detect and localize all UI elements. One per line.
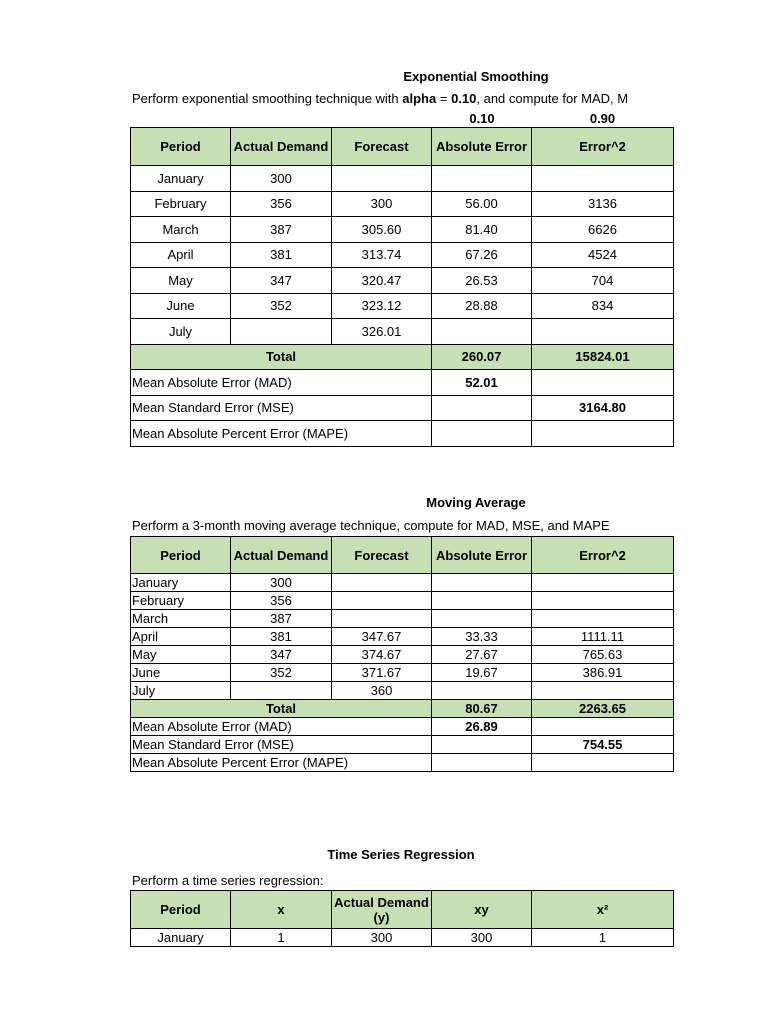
forecast-cell: 313.74 [332, 242, 432, 268]
regression-title: Time Series Regression [327, 847, 475, 862]
header-period: Period [131, 128, 231, 166]
header-absolute-error: Absolute Error [432, 128, 532, 166]
period-cell: June [131, 664, 231, 682]
actual-cell: 387 [231, 610, 332, 628]
x2-cell: 1 [532, 929, 674, 947]
error-sq-cell [532, 610, 674, 628]
header-forecast: Forecast [332, 537, 432, 574]
actual-cell [231, 682, 332, 700]
actual-cell: 381 [231, 242, 332, 268]
forecast-cell [332, 610, 432, 628]
error-sq-cell [532, 592, 674, 610]
table-header-row [131, 891, 674, 929]
regression-table [130, 890, 674, 947]
alpha-value: 0.10 [469, 111, 495, 126]
table-row [131, 610, 674, 628]
actual-cell: 356 [231, 191, 332, 217]
mse-value: 754.55 [532, 736, 674, 754]
period-cell: April [131, 242, 231, 268]
forecast-cell: 326.01 [332, 319, 432, 345]
period-cell: March [131, 217, 231, 243]
forecast-cell: 347.67 [332, 628, 432, 646]
abs-error-cell [432, 166, 532, 192]
mse-label: Mean Standard Error (MSE) [131, 736, 432, 754]
error-sq-cell: 1111.11 [532, 628, 674, 646]
period-cell: March [131, 610, 231, 628]
total-row [131, 700, 674, 718]
abs-error-cell: 81.40 [432, 217, 532, 243]
mape-label: Mean Absolute Percent Error (MAPE) [131, 421, 432, 447]
period-cell: January [131, 166, 231, 192]
period-cell: April [131, 628, 231, 646]
table-row [131, 293, 674, 319]
error-sq-cell: 4524 [532, 242, 674, 268]
header-xy: xy [432, 891, 532, 929]
total-abs-error: 80.67 [432, 700, 532, 718]
table-row [131, 682, 674, 700]
header-error-squared: Error^2 [532, 128, 674, 166]
actual-cell: 381 [231, 628, 332, 646]
empty-cell [432, 395, 532, 421]
moving-average-title: Moving Average [426, 495, 526, 510]
abs-error-cell: 28.88 [432, 293, 532, 319]
abs-error-cell: 26.53 [432, 268, 532, 294]
empty-cell [432, 754, 532, 772]
actual-cell: 300 [231, 166, 332, 192]
header-x-squared: x² [532, 891, 674, 929]
xy-cell: 300 [432, 929, 532, 947]
abs-error-cell: 19.67 [432, 664, 532, 682]
mse-row [131, 736, 674, 754]
period-cell: February [131, 191, 231, 217]
table-row [131, 217, 674, 243]
forecast-cell: 374.67 [332, 646, 432, 664]
abs-error-cell: 27.67 [432, 646, 532, 664]
error-sq-cell [532, 574, 674, 592]
mape-label: Mean Absolute Percent Error (MAPE) [131, 754, 432, 772]
mape-row [131, 754, 674, 772]
period-cell: May [131, 646, 231, 664]
header-x: x [231, 891, 332, 929]
mad-value: 52.01 [432, 370, 532, 396]
mape-row [131, 421, 674, 447]
table-row [131, 646, 674, 664]
empty-cell [532, 754, 674, 772]
moving-average-table [130, 536, 674, 772]
table-row [131, 592, 674, 610]
period-cell: February [131, 592, 231, 610]
mad-value: 26.89 [432, 718, 532, 736]
empty-cell [432, 421, 532, 447]
forecast-cell: 323.12 [332, 293, 432, 319]
header-actual-demand: Actual Demand [231, 128, 332, 166]
error-sq-cell: 765.63 [532, 646, 674, 664]
mad-label: Mean Absolute Error (MAD) [131, 370, 432, 396]
error-sq-cell [532, 682, 674, 700]
abs-error-cell: 67.26 [432, 242, 532, 268]
abs-error-cell [432, 319, 532, 345]
total-error-sq: 15824.01 [532, 344, 674, 370]
total-error-sq: 2263.65 [532, 700, 674, 718]
forecast-cell: 320.47 [332, 268, 432, 294]
total-row [131, 344, 674, 370]
error-sq-cell: 6626 [532, 217, 674, 243]
table-header-row [131, 537, 674, 574]
mad-row [131, 370, 674, 396]
table-row [131, 166, 674, 192]
period-cell: May [131, 268, 231, 294]
error-sq-cell: 386.91 [532, 664, 674, 682]
abs-error-cell [432, 574, 532, 592]
moving-average-instruction: Perform a 3-month moving average technique, compute for MAD, MSE, and MAPE [132, 518, 610, 533]
actual-cell [231, 319, 332, 345]
header-actual-demand-y: Actual Demand (y) [332, 891, 432, 929]
forecast-cell: 360 [332, 682, 432, 700]
table-header-row [131, 128, 674, 166]
abs-error-cell [432, 610, 532, 628]
header-actual-demand: Actual Demand [231, 537, 332, 574]
actual-cell: 387 [231, 217, 332, 243]
table-row [131, 319, 674, 345]
mse-label: Mean Standard Error (MSE) [131, 395, 432, 421]
error-sq-cell: 704 [532, 268, 674, 294]
error-sq-cell [532, 319, 674, 345]
table-row [131, 242, 674, 268]
actual-cell: 352 [231, 664, 332, 682]
empty-cell [532, 421, 674, 447]
error-sq-cell: 3136 [532, 191, 674, 217]
total-label: Total [131, 344, 432, 370]
empty-cell [532, 718, 674, 736]
error-sq-cell [532, 166, 674, 192]
actual-cell: 356 [231, 592, 332, 610]
forecast-cell: 300 [332, 191, 432, 217]
exp-smoothing-instruction: Perform exponential smoothing technique with alpha = 0.10, and compute for MAD, M [132, 91, 629, 106]
period-cell: July [131, 682, 231, 700]
period-cell: June [131, 293, 231, 319]
forecast-cell [332, 592, 432, 610]
total-label: Total [131, 700, 432, 718]
table-row [131, 574, 674, 592]
actual-cell: 347 [231, 646, 332, 664]
y-cell: 300 [332, 929, 432, 947]
actual-cell: 347 [231, 268, 332, 294]
table-row [131, 664, 674, 682]
forecast-cell: 305.60 [332, 217, 432, 243]
mad-row [131, 718, 674, 736]
table-row [131, 268, 674, 294]
abs-error-cell: 56.00 [432, 191, 532, 217]
period-cell: January [131, 929, 231, 947]
header-forecast: Forecast [332, 128, 432, 166]
regression-instruction: Perform a time series regression: [132, 873, 324, 888]
x-cell: 1 [231, 929, 332, 947]
header-absolute-error: Absolute Error [432, 537, 532, 574]
table-row [131, 191, 674, 217]
mad-label: Mean Absolute Error (MAD) [131, 718, 432, 736]
header-period: Period [131, 891, 231, 929]
actual-cell: 352 [231, 293, 332, 319]
mse-row [131, 395, 674, 421]
total-abs-error: 260.07 [432, 344, 532, 370]
header-error-squared: Error^2 [532, 537, 674, 574]
header-period: Period [131, 537, 231, 574]
forecast-cell [332, 574, 432, 592]
table-row [131, 628, 674, 646]
empty-cell [432, 736, 532, 754]
abs-error-cell [432, 592, 532, 610]
actual-cell: 300 [231, 574, 332, 592]
period-cell: January [131, 574, 231, 592]
empty-cell [532, 370, 674, 396]
table-row [131, 929, 674, 947]
exp-smoothing-table [130, 127, 674, 447]
period-cell: July [131, 319, 231, 345]
one-minus-alpha-value: 0.90 [589, 111, 616, 126]
exp-smoothing-title: Exponential Smoothing [403, 69, 549, 84]
forecast-cell [332, 166, 432, 192]
error-sq-cell: 834 [532, 293, 674, 319]
abs-error-cell [432, 682, 532, 700]
mse-value: 3164.80 [532, 395, 674, 421]
abs-error-cell: 33.33 [432, 628, 532, 646]
forecast-cell: 371.67 [332, 664, 432, 682]
